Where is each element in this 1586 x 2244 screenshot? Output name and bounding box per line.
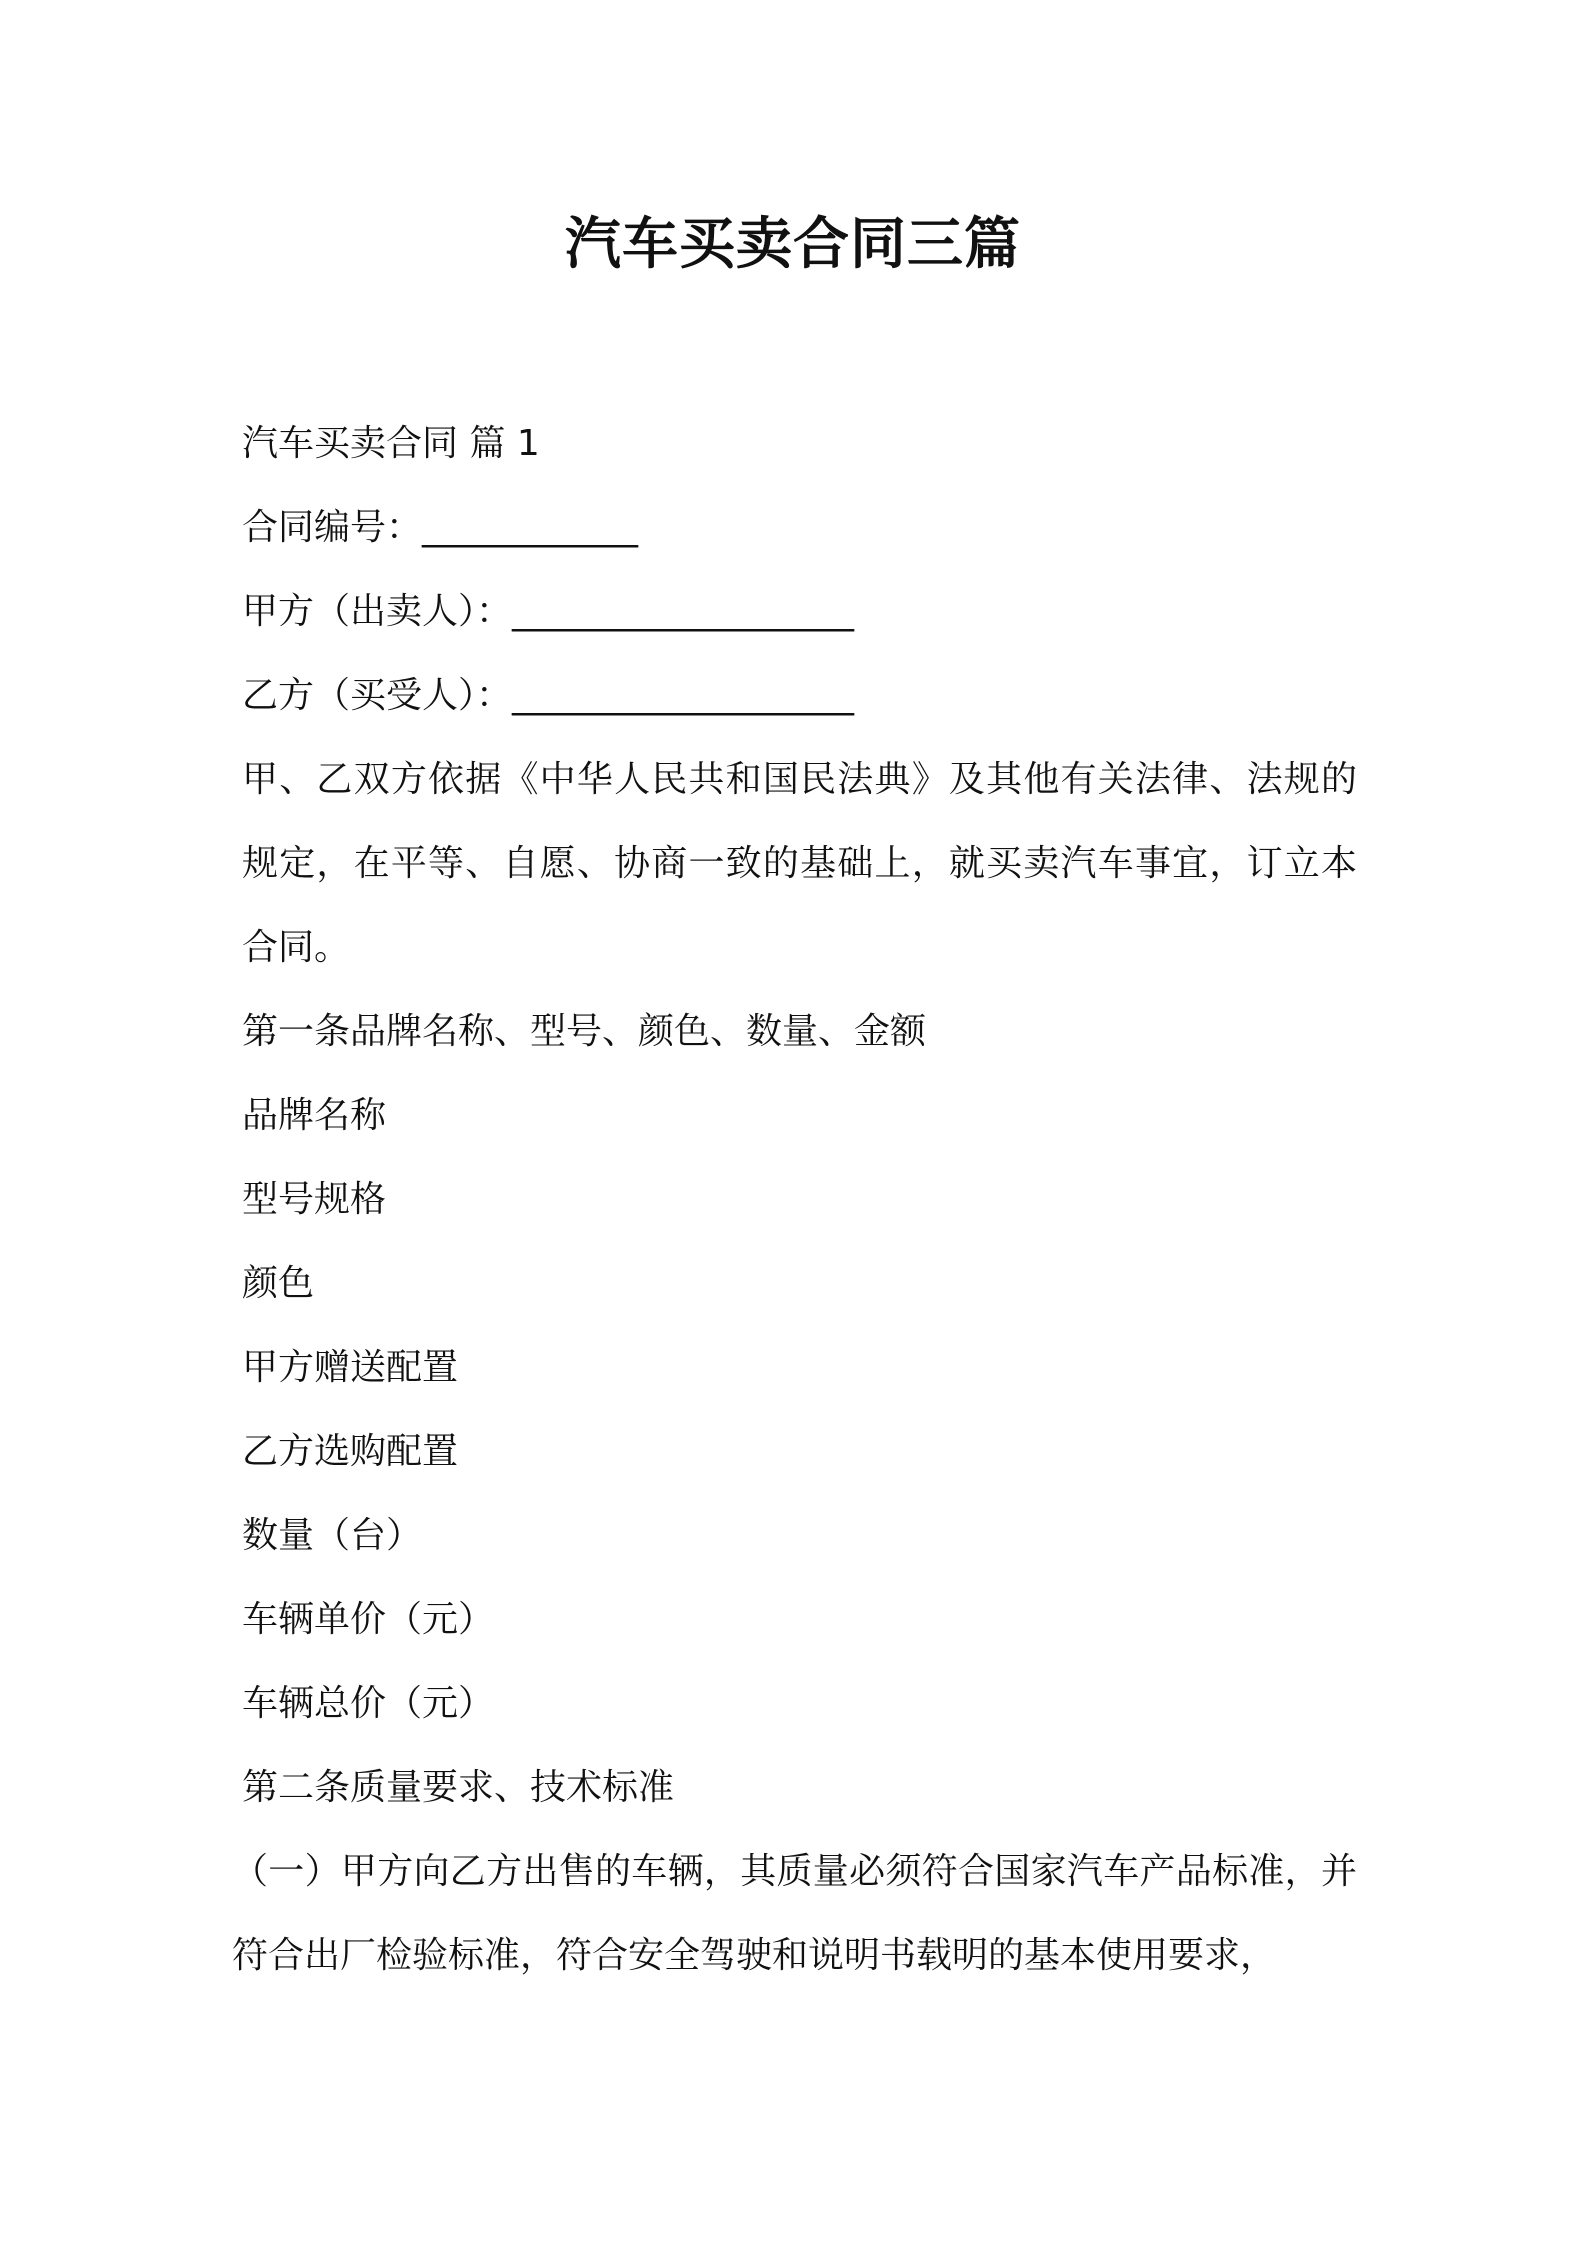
document-title: 汽车买卖合同三篇 [565,212,1021,277]
article-1-item-quantity: 数量（台） [242,1515,423,1556]
article-1-item-optional-config: 乙方选购配置 [242,1431,459,1472]
article-1-item-color: 颜色 [242,1263,315,1304]
article-2-heading: 第二条质量要求、技术标准 [242,1767,675,1808]
contract-number-blank: ____________ [422,507,639,548]
party-a-blank: ___________________ [512,591,855,632]
article-1-heading: 第一条品牌名称、型号、颜色、数量、金额 [242,1011,927,1052]
party-b-label: 乙方（买受人）： [242,675,513,716]
article-1-item-gift-config: 甲方赠送配置 [242,1347,459,1388]
article-1-item-total-price: 车辆总价（元） [242,1683,495,1724]
party-b-blank: ___________________ [512,675,855,716]
party-b-row [242,654,1357,738]
article-1-item-model: 型号规格 [242,1179,387,1220]
party-a-row [242,570,1357,654]
article-1-item-unit-price: 车辆单价（元） [242,1599,495,1640]
document-body [232,402,1357,1998]
section-heading: 汽车买卖合同 篇 1 [242,423,540,464]
article-2-clause-1: （一）甲方向乙方出售的车辆，其质量必须符合国家汽车产品标准，并符合出厂检验标准，符合安全驾驶和说明书载明的基本使用要求， [232,1851,1357,1976]
party-a-label: 甲方（出卖人）： [242,591,513,632]
contract-number-row [242,486,1357,570]
contract-number-label: 合同编号： [242,507,423,548]
preamble-paragraph: 甲、乙双方依据《中华人民共和国民法典》及其他有关法律、法规的规定，在平等、自愿、协商一致的基础上，就买卖汽车事宜，订立本合同。 [242,759,1357,968]
article-1-item-brand: 品牌名称 [242,1095,387,1136]
